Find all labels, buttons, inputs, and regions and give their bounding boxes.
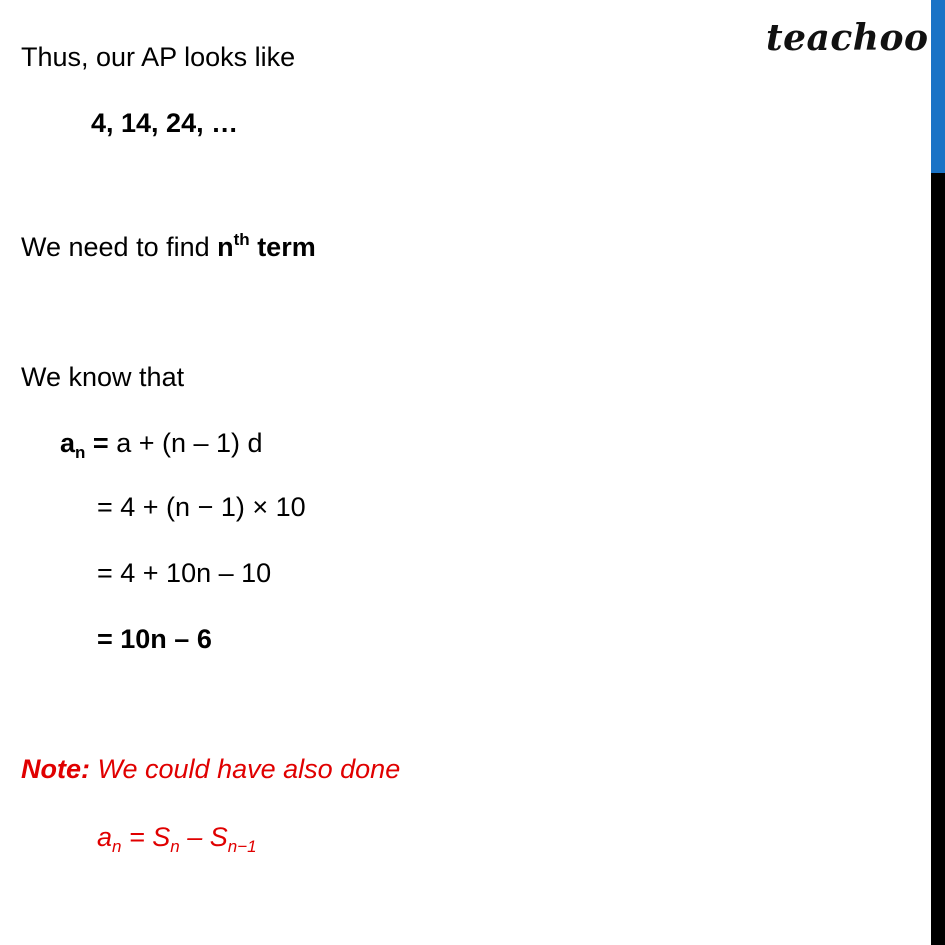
teachoo-logo: teachoo bbox=[766, 17, 929, 59]
need-term: term bbox=[249, 232, 316, 262]
step-3-result: = 10n – 6 bbox=[97, 624, 212, 654]
need-sup: th bbox=[233, 230, 250, 249]
intro-line: Thus, our AP looks like bbox=[21, 42, 296, 72]
formula-eq: = bbox=[85, 428, 109, 458]
alt-eq: = S bbox=[121, 822, 171, 852]
need-prefix: We need to find bbox=[21, 232, 218, 262]
formula-a: a bbox=[60, 428, 76, 458]
note-label: Note: bbox=[21, 754, 90, 784]
step-1: = 4 + (n − 1) × 10 bbox=[97, 492, 306, 522]
note-text: We could have also done bbox=[90, 754, 401, 784]
alt-a: a bbox=[97, 822, 113, 852]
know-line: We know that bbox=[21, 362, 185, 392]
note-line bbox=[21, 752, 400, 786]
step-2: = 4 + 10n – 10 bbox=[97, 558, 272, 588]
alt-a-sub: n bbox=[112, 837, 122, 856]
formula-sub: n bbox=[75, 443, 86, 462]
right-side-accent bbox=[931, 0, 945, 173]
alt-minus: – S bbox=[179, 822, 228, 852]
ap-sequence: 4, 14, 24, … bbox=[91, 108, 239, 138]
need-line bbox=[21, 230, 316, 264]
alt-s2-sub: n−1 bbox=[227, 837, 257, 856]
alt-formula bbox=[97, 820, 257, 854]
alt-s-sub: n bbox=[170, 837, 180, 856]
formula-line bbox=[60, 426, 263, 460]
need-n: n bbox=[217, 232, 234, 262]
formula-rhs: a + (n – 1) d bbox=[108, 428, 263, 458]
